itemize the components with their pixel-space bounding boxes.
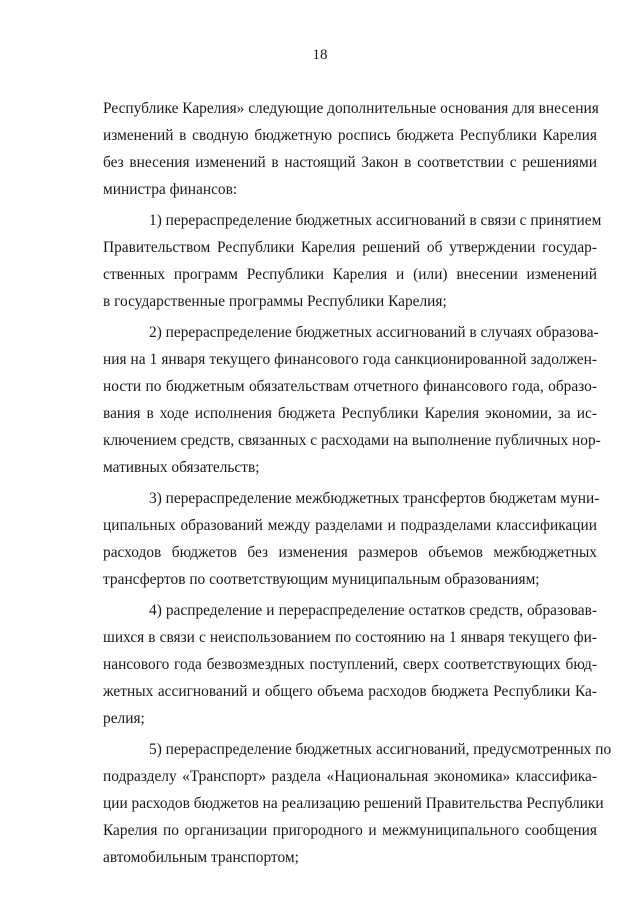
text-line: Карелия по организации пригородного и межмуниципального сообщения [103, 822, 597, 839]
paragraph-item-2 [103, 319, 601, 481]
page-number: 18 [312, 47, 328, 63]
paragraph-item-1 [103, 207, 602, 315]
text-line: ции расходов бюджетов на реализацию решений Правительства Республики [103, 795, 604, 812]
text-line: подразделу «Транспорт» раздела «Национальная экономика» классифика- [103, 768, 597, 785]
text-line: ственных программ Республики Карелия и (или) внесении изменений [103, 266, 597, 283]
text-line: в государственные программы Республики Карелия; [103, 293, 447, 310]
text-line: 1) перераспределение бюджетных ассигнований в связи с принятием [149, 212, 602, 229]
paragraph-item-5 [103, 736, 612, 871]
text-line: нансового года безвозмездных поступлений, сверх соответствующих бюд- [103, 656, 597, 673]
text-line: 5) перераспределение бюджетных ассигнований, предусмотренных по [149, 741, 612, 758]
text-line: 4) распределение и перераспределение остатков средств, образовав- [149, 602, 597, 619]
text-line: 3) перераспределение межбюджетных трансфертов бюджетам муни- [149, 490, 600, 507]
text-line: Республике Карелия» следующие дополнительные основания для внесения [103, 100, 599, 117]
text-line: автомобильным транспортом; [103, 849, 299, 866]
text-line: 2) перераспределение бюджетных ассигнований в случаях образова- [149, 324, 599, 341]
paragraph-item-3 [103, 485, 600, 593]
text-line: изменений в сводную бюджетную роспись бюджета Республики Карелия [103, 127, 597, 144]
paragraph-item-4 [103, 597, 597, 732]
text-line: министра финансов: [103, 181, 238, 198]
text-line: мативных обязательств; [103, 459, 260, 476]
text-line: ности по бюджетным обязательствам отчетного финансового года, образо- [103, 378, 597, 395]
text-line: релия; [103, 710, 145, 727]
text-line: ния на 1 января текущего финансового года санкционированной задолжен- [103, 351, 597, 368]
text-line: Правительством Республики Карелия решений об утверждении государ- [103, 239, 597, 256]
text-line: шихся в связи с неиспользованием по состоянию на 1 января текущего фи- [103, 629, 597, 646]
text-line: вания в ходе исполнения бюджета Республики Карелия экономии, за ис- [103, 405, 597, 422]
text-line: расходов бюджетов без изменения размеров объемов межбюджетных [103, 544, 597, 561]
text-line: без внесения изменений в настоящий Закон в соответствии с решениями [103, 154, 597, 171]
text-line: жетных ассигнований и общего объема расходов бюджета Республики Ка- [103, 683, 597, 700]
text-line: ключением средств, связанных с расходами на выполнение публичных нор- [103, 432, 601, 449]
text-line: ципальных образований между разделами и подразделами классификации [103, 517, 597, 534]
document-body [103, 95, 612, 871]
paragraph-intro [103, 95, 597, 203]
text-line: трансфертов по соответствующим муниципальным образованиям; [103, 571, 540, 588]
